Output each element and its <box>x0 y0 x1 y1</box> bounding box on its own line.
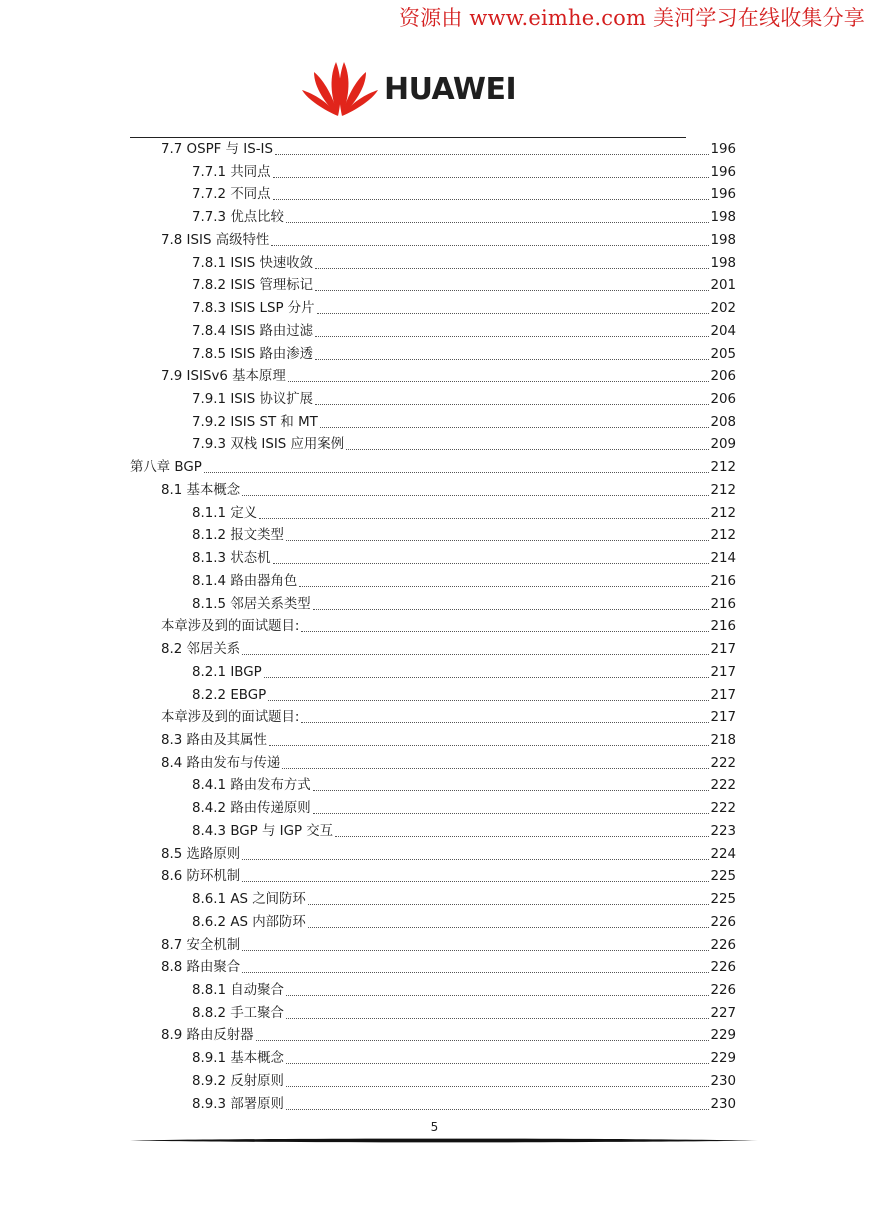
toc-entry-title: 7.9.3 双栈 ISIS 应用案例 <box>192 437 345 453</box>
toc-entry-page: 208 <box>710 414 736 430</box>
toc-dot-leader <box>313 609 710 610</box>
toc-entry-title: 8.6.2 AS 内部防环 <box>192 914 306 930</box>
toc-entry-title: 7.7.3 优点比较 <box>192 210 284 226</box>
toc-entry-page: 226 <box>710 960 736 976</box>
watermark-text: 资源由 www.eimhe.com 美河学习在线收集分享 <box>398 6 865 30</box>
toc-dot-leader <box>320 427 710 428</box>
toc-entry-page: 222 <box>710 755 736 771</box>
footer-rule <box>130 1138 758 1143</box>
toc-entry-title: 8.1.5 邻居关系类型 <box>192 596 311 612</box>
toc-dot-leader <box>268 700 709 701</box>
toc-entry-title: 8.2 邻居关系 <box>161 642 241 658</box>
toc-entry-title: 8.2.1 IBGP <box>192 664 262 680</box>
toc-entry[interactable] <box>192 593 736 615</box>
toc-entry-page: 216 <box>710 596 736 612</box>
toc-dot-leader <box>315 290 709 291</box>
toc-entry-title: 8.8.2 手工聚合 <box>192 1005 284 1021</box>
page-number: 5 <box>430 1120 439 1134</box>
toc-entry[interactable] <box>192 911 736 933</box>
toc-dot-leader <box>335 836 709 837</box>
toc-entry[interactable] <box>192 183 736 205</box>
toc-entry[interactable] <box>192 684 736 706</box>
toc-dot-leader <box>242 881 709 882</box>
toc-entry[interactable] <box>161 638 736 660</box>
toc-dot-leader <box>308 904 710 905</box>
toc-entry-title: 7.9.1 ISIS 协议扩展 <box>192 392 314 408</box>
toc-entry[interactable] <box>192 661 736 683</box>
toc-dot-leader <box>286 1018 710 1019</box>
toc-dot-leader <box>315 359 709 360</box>
toc-dot-leader <box>275 154 709 155</box>
toc-entry[interactable] <box>192 820 736 842</box>
toc-entry-title: 7.9 ISISv6 基本原理 <box>161 369 286 385</box>
toc-entry-page: 218 <box>710 732 736 748</box>
toc-entry[interactable] <box>130 456 736 478</box>
toc-entry[interactable] <box>192 1070 736 1092</box>
toc-entry-page: 222 <box>710 801 736 817</box>
toc-entry-page: 226 <box>710 983 736 998</box>
toc-entry-page: 227 <box>710 1005 736 1021</box>
toc-entry[interactable] <box>192 524 736 546</box>
toc-entry[interactable] <box>161 843 736 865</box>
toc-entry-title: 7.8.4 ISIS 路由过滤 <box>192 323 314 339</box>
toc-dot-leader <box>242 495 709 496</box>
toc-entry-title: 8.8.1 自动聚合 <box>192 983 284 998</box>
toc-dot-leader <box>315 336 709 337</box>
toc-entry-page: 225 <box>710 869 736 885</box>
toc-entry-page: 216 <box>710 619 736 635</box>
toc-entry[interactable] <box>192 343 736 365</box>
toc-entry[interactable] <box>161 956 736 978</box>
toc-dot-leader <box>271 245 709 246</box>
toc-entry-title: 7.8.3 ISIS LSP 分片 <box>192 301 315 317</box>
toc-entry[interactable] <box>161 479 736 501</box>
toc-dot-leader <box>308 927 710 928</box>
toc-entry[interactable] <box>192 979 736 1001</box>
toc-entry-title: 8.5 选路原则 <box>161 846 241 862</box>
toc-entry[interactable] <box>161 1024 736 1046</box>
toc-entry-title: 8.1.2 报文类型 <box>192 528 284 544</box>
toc-dot-leader <box>315 404 709 405</box>
toc-entry-page: 196 <box>710 142 736 157</box>
toc-entry-page: 230 <box>710 1073 736 1089</box>
toc-dot-leader <box>286 222 710 223</box>
toc-entry[interactable] <box>192 547 736 569</box>
toc-dot-leader <box>286 1109 710 1110</box>
toc-entry[interactable] <box>192 388 736 410</box>
toc-entry[interactable] <box>192 1047 736 1069</box>
toc-dot-leader <box>313 813 710 814</box>
toc-entry-title: 8.6 防环机制 <box>161 869 241 885</box>
toc-entry-page: 217 <box>710 664 736 680</box>
toc-entry-title: 8.8 路由聚合 <box>161 960 241 976</box>
toc-entry-page: 226 <box>710 914 736 930</box>
toc-entry[interactable] <box>161 934 736 956</box>
toc-dot-leader <box>286 995 710 996</box>
toc-entry-page: 198 <box>710 255 736 271</box>
toc-entry[interactable] <box>192 161 736 183</box>
toc-entry-title: 8.9.3 部署原则 <box>192 1096 284 1112</box>
toc-entry[interactable] <box>192 252 736 274</box>
toc-entry-title: 7.7 OSPF 与 IS-IS <box>161 142 274 157</box>
toc-entry-title: 7.8 ISIS 高级特性 <box>161 232 270 248</box>
toc-entry-title: 8.2.2 EBGP <box>192 687 267 703</box>
toc-entry-title: 8.9 路由反射器 <box>161 1028 254 1044</box>
toc-entry-page: 198 <box>710 210 736 226</box>
toc-entry-title: 7.8.5 ISIS 路由渗透 <box>192 346 314 362</box>
toc-entry-title: 8.3 路由及其属性 <box>161 732 267 748</box>
toc-entry-page: 229 <box>710 1028 736 1044</box>
toc-dot-leader <box>317 313 710 314</box>
toc-entry[interactable] <box>192 1002 736 1024</box>
toc-entry-title: 8.1.1 定义 <box>192 505 258 521</box>
toc-entry-page: 230 <box>710 1096 736 1112</box>
huawei-petal-icon <box>300 58 380 120</box>
toc-entry-page: 229 <box>710 1051 736 1067</box>
toc-entry[interactable] <box>161 365 736 387</box>
toc-dot-leader <box>286 1086 710 1087</box>
toc-entry-page: 198 <box>710 232 736 248</box>
toc-entry-page: 217 <box>710 710 736 726</box>
toc-dot-leader <box>313 790 710 791</box>
toc-entry[interactable] <box>192 570 736 592</box>
toc-entry-page: 196 <box>710 164 736 180</box>
toc-dot-leader <box>242 972 709 973</box>
toc-entry-title: 7.7.2 不同点 <box>192 187 271 203</box>
toc-entry-title: 本章涉及到的面试题目: <box>161 710 300 726</box>
toc-entry[interactable] <box>161 865 736 887</box>
toc-entry-title: 8.9.1 基本概念 <box>192 1051 284 1067</box>
toc-dot-leader <box>286 540 710 541</box>
toc-dot-leader <box>259 518 709 519</box>
toc-dot-leader <box>282 768 709 769</box>
toc-entry[interactable] <box>192 774 736 796</box>
toc-entry-page: 212 <box>710 460 736 476</box>
toc-entry[interactable] <box>192 502 736 524</box>
toc-dot-leader <box>315 268 709 269</box>
toc-entry-page: 224 <box>710 846 736 862</box>
huawei-logo <box>300 58 545 120</box>
toc-dot-leader <box>269 745 710 746</box>
toc-dot-leader <box>273 177 710 178</box>
toc-dot-leader <box>301 631 709 632</box>
toc-dot-leader <box>242 950 709 951</box>
toc-dot-leader <box>264 677 710 678</box>
toc-entry-title: 本章涉及到的面试题目: <box>161 619 300 635</box>
toc-dot-leader <box>273 563 710 564</box>
toc-entry-page: 223 <box>710 823 736 839</box>
toc-entry-title: 8.4.3 BGP 与 IGP 交互 <box>192 823 334 839</box>
toc-dot-leader <box>286 1063 710 1064</box>
toc-entry-page: 214 <box>710 551 736 567</box>
toc-entry[interactable] <box>161 229 736 251</box>
toc-entry-page: 216 <box>710 573 736 589</box>
toc-entry-page: 226 <box>710 937 736 953</box>
toc-entry-title: 7.9.2 ISIS ST 和 MT <box>192 414 318 430</box>
toc-entry[interactable] <box>161 706 736 728</box>
toc-entry-page: 225 <box>710 892 736 908</box>
toc-entry[interactable] <box>161 729 736 751</box>
toc-entry-page: 205 <box>710 346 736 362</box>
toc-entry-title: 7.8.2 ISIS 管理标记 <box>192 278 314 294</box>
toc-entry-title: 8.6.1 AS 之间防环 <box>192 892 306 908</box>
toc-dot-leader <box>301 722 709 723</box>
toc-entry[interactable] <box>192 206 736 228</box>
toc-entry-page: 212 <box>710 528 736 544</box>
toc-entry[interactable] <box>192 274 736 296</box>
toc-entry[interactable] <box>192 888 736 910</box>
brand-name: HUAWEI <box>384 72 517 107</box>
toc-entry-page: 217 <box>710 687 736 703</box>
toc-entry-page: 222 <box>710 778 736 794</box>
toc-dot-leader <box>204 472 710 473</box>
toc-entry-page: 212 <box>710 482 736 498</box>
toc-entry-page: 209 <box>710 437 736 453</box>
toc-entry[interactable] <box>192 320 736 342</box>
toc-dot-leader <box>346 449 709 450</box>
toc-entry-page: 196 <box>710 187 736 203</box>
toc-entry[interactable] <box>161 615 736 637</box>
toc-entry-title: 8.1 基本概念 <box>161 482 241 498</box>
toc-entry-title: 8.1.4 路由器角色 <box>192 573 298 589</box>
toc-entry-title: 7.7.1 共同点 <box>192 164 271 180</box>
toc-entry[interactable] <box>192 411 736 433</box>
toc-dot-leader <box>299 586 709 587</box>
toc-entry[interactable] <box>161 752 736 774</box>
toc-entry-title: 8.4.2 路由传递原则 <box>192 801 311 817</box>
toc-entry-title: 7.8.1 ISIS 快速收敛 <box>192 255 314 271</box>
toc-entry-page: 201 <box>710 278 736 294</box>
toc-entry-title: 8.4.1 路由发布方式 <box>192 778 311 794</box>
toc-entry[interactable] <box>192 433 736 455</box>
toc-entry-page: 217 <box>710 642 736 658</box>
toc-entry[interactable] <box>192 297 736 319</box>
toc-entry-page: 206 <box>710 392 736 408</box>
toc-dot-leader <box>288 381 710 382</box>
toc-dot-leader <box>256 1040 710 1041</box>
toc-entry-title: 8.4 路由发布与传递 <box>161 755 281 771</box>
toc-entry-title: 8.1.3 状态机 <box>192 551 271 567</box>
toc-entry-title: 8.7 安全机制 <box>161 937 241 953</box>
toc-entry[interactable] <box>192 797 736 819</box>
toc-entry-page: 202 <box>710 301 736 317</box>
toc-entry-page: 204 <box>710 323 736 339</box>
toc-entry-title: 8.9.2 反射原则 <box>192 1073 284 1089</box>
toc-dot-leader <box>242 859 709 860</box>
toc-dot-leader <box>242 654 709 655</box>
toc-entry[interactable] <box>192 1093 736 1115</box>
toc-entry-page: 212 <box>710 505 736 521</box>
toc-entry-page: 206 <box>710 369 736 385</box>
toc-dot-leader <box>273 199 710 200</box>
toc-entry[interactable] <box>161 138 736 160</box>
toc-entry-title: 第八章 BGP <box>130 460 202 476</box>
